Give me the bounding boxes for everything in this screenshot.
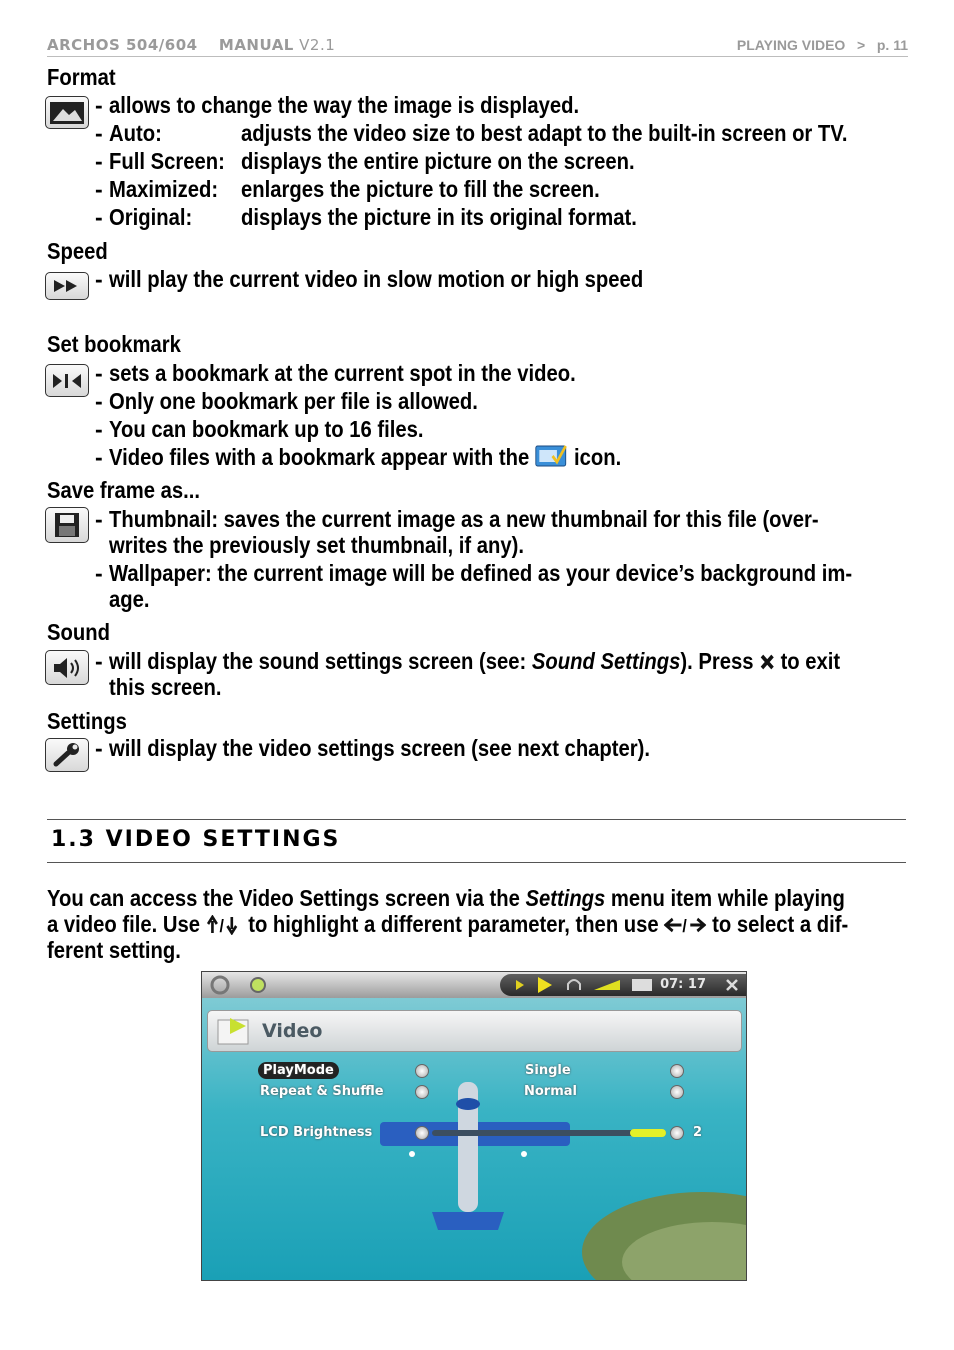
bullet-dash: - bbox=[95, 204, 103, 230]
page-number: p. 11 bbox=[876, 37, 908, 53]
bullet-dash: - bbox=[95, 416, 103, 442]
panel-title: Video bbox=[262, 1020, 323, 1042]
format-heading: Format bbox=[47, 64, 116, 90]
para-line-2-end: to select a dif- bbox=[712, 911, 849, 937]
setting-value: Normal bbox=[524, 1084, 577, 1099]
bookmark-line-4-start: Video files with a bookmark appear with the bbox=[109, 444, 530, 470]
floppy-disk-icon bbox=[54, 512, 80, 538]
right-arrow-icon[interactable] bbox=[670, 1085, 684, 1099]
status-icons bbox=[510, 974, 660, 996]
bookmark-line-2: Only one bookmark per file is allowed. bbox=[109, 388, 478, 414]
clock: 07: 17 bbox=[660, 977, 706, 992]
close-icon bbox=[724, 977, 740, 993]
up-down-arrows-icon bbox=[206, 915, 243, 935]
format-option-label: Original: bbox=[109, 204, 193, 230]
sound-heading: Sound bbox=[47, 619, 110, 645]
bullet-dash: - bbox=[95, 176, 103, 202]
section-heading: 1.3 VIDEO SETTINGS bbox=[51, 827, 341, 852]
bookmark-icon bbox=[51, 373, 83, 389]
format-option-label: Maximized: bbox=[109, 176, 219, 202]
fast-forward-icon bbox=[52, 279, 82, 293]
video-settings-para-line-2 bbox=[47, 911, 848, 938]
svg-text:/: / bbox=[219, 916, 225, 935]
settings-menu-link: Settings bbox=[525, 885, 606, 911]
bookmark-line-4-end: icon. bbox=[573, 444, 622, 470]
left-right-arrows-icon bbox=[664, 915, 706, 935]
right-arrow-icon[interactable] bbox=[670, 1126, 684, 1140]
bullet-dash: - bbox=[95, 735, 103, 761]
saveframe-line-1: Thumbnail: saves the current image as a new thumbnail for this file (over- bbox=[109, 506, 819, 532]
settings-desc: will display the video settings screen (see next chapter). bbox=[109, 735, 651, 761]
brightness-slider-track[interactable] bbox=[432, 1130, 666, 1136]
right-arrow-icon[interactable] bbox=[670, 1064, 684, 1078]
brightness-slider-fill bbox=[630, 1129, 666, 1137]
device-top-bar bbox=[202, 972, 746, 998]
speed-desc: will play the current video in slow motion or high speed bbox=[109, 266, 644, 292]
sound-line-1 bbox=[109, 648, 840, 675]
bullet-dash: - bbox=[95, 560, 103, 586]
section-heading-bar bbox=[47, 819, 906, 863]
manual-label: MANUAL bbox=[218, 36, 294, 54]
version: V2.1 bbox=[299, 36, 336, 54]
para-line-1-start: You can access the Video Settings screen via the bbox=[47, 885, 526, 911]
page-locator bbox=[737, 37, 908, 53]
left-arrow-icon[interactable] bbox=[415, 1064, 429, 1078]
saveframe-line-3: Wallpaper: the current image will be defined as your device’s background im- bbox=[109, 560, 853, 586]
bullet-dash: - bbox=[95, 148, 103, 174]
bookmarked-file-icon bbox=[535, 444, 568, 468]
setting-label[interactable]: Repeat & Shuffle bbox=[260, 1084, 384, 1099]
bookmark-button bbox=[45, 364, 89, 397]
bullet-dash: - bbox=[95, 388, 103, 414]
manual-title bbox=[47, 36, 335, 54]
format-option-label: Full Screen: bbox=[109, 148, 225, 174]
bullet-dash: - bbox=[95, 120, 103, 146]
video-settings-para-line-1 bbox=[47, 885, 845, 912]
nav-icons bbox=[206, 974, 276, 996]
status-bar bbox=[500, 974, 746, 996]
left-arrow-icon[interactable] bbox=[415, 1126, 429, 1140]
bullet-dash: - bbox=[95, 360, 103, 386]
page-header bbox=[47, 36, 908, 57]
para-line-2-mid: to highlight a different parameter, then use bbox=[248, 911, 659, 937]
saveframe-line-2: writes the previously set thumbnail, if any). bbox=[109, 532, 525, 558]
bookmark-line-3: You can bookmark up to 16 files. bbox=[109, 416, 424, 442]
saveframe-button bbox=[45, 507, 89, 543]
format-button bbox=[45, 96, 89, 129]
settings-heading: Settings bbox=[47, 708, 127, 734]
svg-text:/: / bbox=[682, 916, 688, 935]
wrench-icon bbox=[52, 742, 82, 768]
format-option-label: Auto: bbox=[109, 120, 162, 146]
breadcrumb-separator: > bbox=[857, 37, 866, 53]
bullet-dash: - bbox=[95, 506, 103, 532]
bookmark-line-4 bbox=[109, 444, 621, 471]
speaker-icon bbox=[51, 656, 83, 680]
format-option-desc: enlarges the picture to fill the screen. bbox=[241, 176, 600, 202]
saveframe-heading: Save frame as... bbox=[47, 477, 201, 503]
close-icon bbox=[759, 653, 775, 671]
picture-icon bbox=[49, 101, 85, 125]
setting-value: Single bbox=[525, 1063, 571, 1078]
speed-button bbox=[45, 272, 89, 300]
bookmark-line-1: sets a bookmark at the current spot in the video. bbox=[109, 360, 576, 386]
bullet-dash: - bbox=[95, 266, 103, 292]
bullet-dash: - bbox=[95, 648, 103, 674]
saveframe-line-4: age. bbox=[109, 586, 150, 612]
video-settings-screenshot bbox=[201, 971, 747, 1281]
left-arrow-icon[interactable] bbox=[415, 1085, 429, 1099]
setting-label[interactable]: PlayMode bbox=[258, 1063, 339, 1078]
video-title-panel bbox=[207, 1010, 742, 1052]
sound-line-1-end: to exit bbox=[780, 648, 841, 674]
video-settings-para-line-3: ferent setting. bbox=[47, 937, 181, 963]
sound-line-1-start: will display the sound settings screen (see: bbox=[109, 648, 532, 674]
bullet-dash: - bbox=[95, 444, 103, 470]
format-option-desc: displays the entire picture on the screen. bbox=[241, 148, 635, 174]
bookmark-heading: Set bookmark bbox=[47, 331, 181, 357]
bullet-dash: - bbox=[95, 92, 103, 118]
para-line-1-end: menu item while playing bbox=[605, 885, 845, 911]
setting-value: 2 bbox=[693, 1125, 703, 1140]
sound-settings-link: Sound Settings bbox=[531, 648, 681, 674]
para-line-2-start: a video file. Use bbox=[47, 911, 200, 937]
setting-label[interactable]: LCD Brightness bbox=[260, 1125, 373, 1140]
format-intro: allows to change the way the image is displayed. bbox=[109, 92, 580, 118]
section-name: PLAYING VIDEO bbox=[736, 37, 846, 53]
format-option-desc: adjusts the video size to best adapt to the built-in screen or TV. bbox=[241, 120, 848, 146]
sound-line-1-mid: ). Press bbox=[680, 648, 754, 674]
speed-heading: Speed bbox=[47, 238, 108, 264]
sound-button bbox=[45, 650, 89, 685]
brand: ARCHOS 504/604 bbox=[47, 36, 198, 54]
video-file-icon bbox=[216, 1016, 256, 1046]
sound-line-2: this screen. bbox=[109, 674, 222, 700]
settings-button bbox=[45, 738, 89, 772]
format-option-desc: displays the picture in its original format. bbox=[241, 204, 637, 230]
